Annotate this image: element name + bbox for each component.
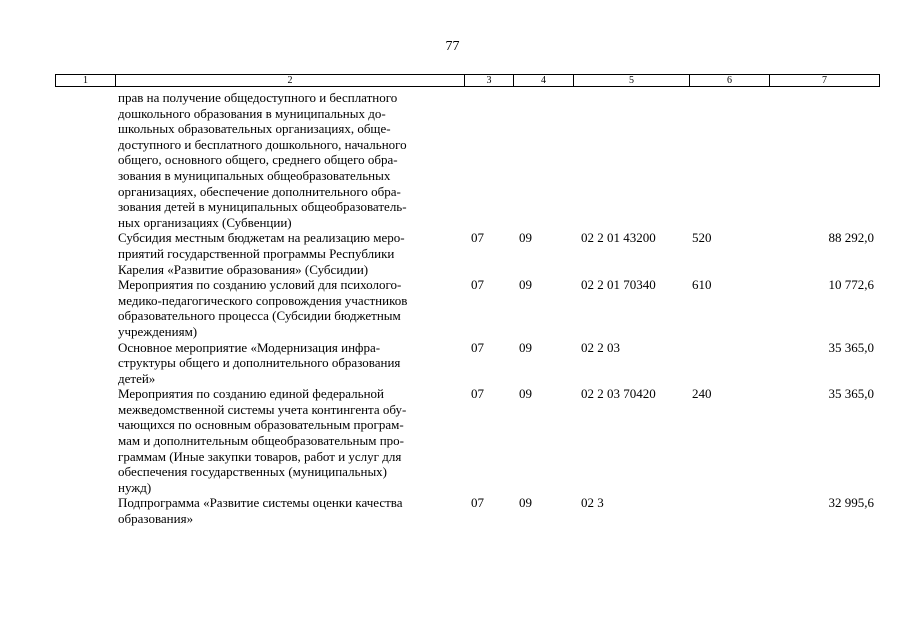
header-col-5: 5 xyxy=(574,75,690,87)
row-section: 07 xyxy=(471,339,484,355)
table-row xyxy=(0,386,905,495)
table-row xyxy=(0,495,905,526)
header-row xyxy=(56,75,880,87)
header-col-6: 6 xyxy=(690,75,770,87)
row-section: 07 xyxy=(471,495,484,511)
row-section: 07 xyxy=(471,386,484,402)
row-type: 240 xyxy=(692,386,712,402)
row-name: Мероприятия по созданию условий для психолого- медико-педагогического сопровождения участников образовательного процесса (Субсидии бюджетным учреждениям) xyxy=(118,277,408,339)
row-amount: 88 292,0 xyxy=(828,230,874,246)
row-section: 07 xyxy=(471,277,484,293)
table-row xyxy=(0,340,905,387)
row-subsection: 09 xyxy=(519,495,532,511)
row-subsection: 09 xyxy=(519,386,532,402)
row-amount: 35 365,0 xyxy=(828,386,874,402)
row-name: Субсидия местным бюджетам на реализацию меро- приятий государственной программы Республики Карелия «Развитие образования» (Субсидии) xyxy=(118,230,405,277)
row-amount: 35 365,0 xyxy=(828,339,874,355)
table-row xyxy=(0,230,905,277)
row-code: 02 2 01 70340 xyxy=(581,277,656,293)
table-row xyxy=(0,277,905,339)
row-code: 02 2 01 43200 xyxy=(581,230,656,246)
row-subsection: 09 xyxy=(519,339,532,355)
row-amount: 32 995,6 xyxy=(828,495,874,511)
table-row xyxy=(0,90,905,230)
row-code: 02 2 03 xyxy=(581,339,620,355)
row-name: Подпрограмма «Развитие системы оценки качества образования» xyxy=(118,495,403,527)
row-section: 07 xyxy=(471,230,484,246)
row-name: Мероприятия по созданию единой федеральной межведомственной системы учета контингента обу- чающихся по основным образовательным програм- мам и дополнительным общеобразовательным про- граммам (Иные закупки товаров, работ и услуг для обеспечения государственных (муниципальных) нужд) xyxy=(118,386,407,495)
header-col-3: 3 xyxy=(465,75,514,87)
header-col-4: 4 xyxy=(514,75,574,87)
header-col-2: 2 xyxy=(116,75,465,87)
row-type: 520 xyxy=(692,230,712,246)
budget-rows xyxy=(0,90,905,527)
page-number: 77 xyxy=(445,39,460,54)
row-amount: 10 772,6 xyxy=(828,277,874,293)
header-col-7: 7 xyxy=(770,75,880,87)
row-type: 610 xyxy=(692,277,712,293)
row-subsection: 09 xyxy=(519,230,532,246)
row-name: Основное мероприятие «Модернизация инфра- структуры общего и дополнительного образования детей» xyxy=(118,339,401,386)
row-code: 02 2 03 70420 xyxy=(581,386,656,402)
row-subsection: 09 xyxy=(519,277,532,293)
column-number-header xyxy=(55,74,880,87)
row-name: прав на получение общедоступного и бесплатного дошкольного образования в муниципальных до- школьных образовательных организациях, обще- доступного и бесплатного дошкольного, начального общего, основного общего, среднего общего обра- зования в муниципальных общеобразовательных организациях, обеспечение дополнительного обра- зования детей в муниципальных общеобразователь- ных организациях (Субвенции) xyxy=(118,90,407,230)
row-code: 02 3 xyxy=(581,495,604,511)
header-col-1: 1 xyxy=(56,75,116,87)
